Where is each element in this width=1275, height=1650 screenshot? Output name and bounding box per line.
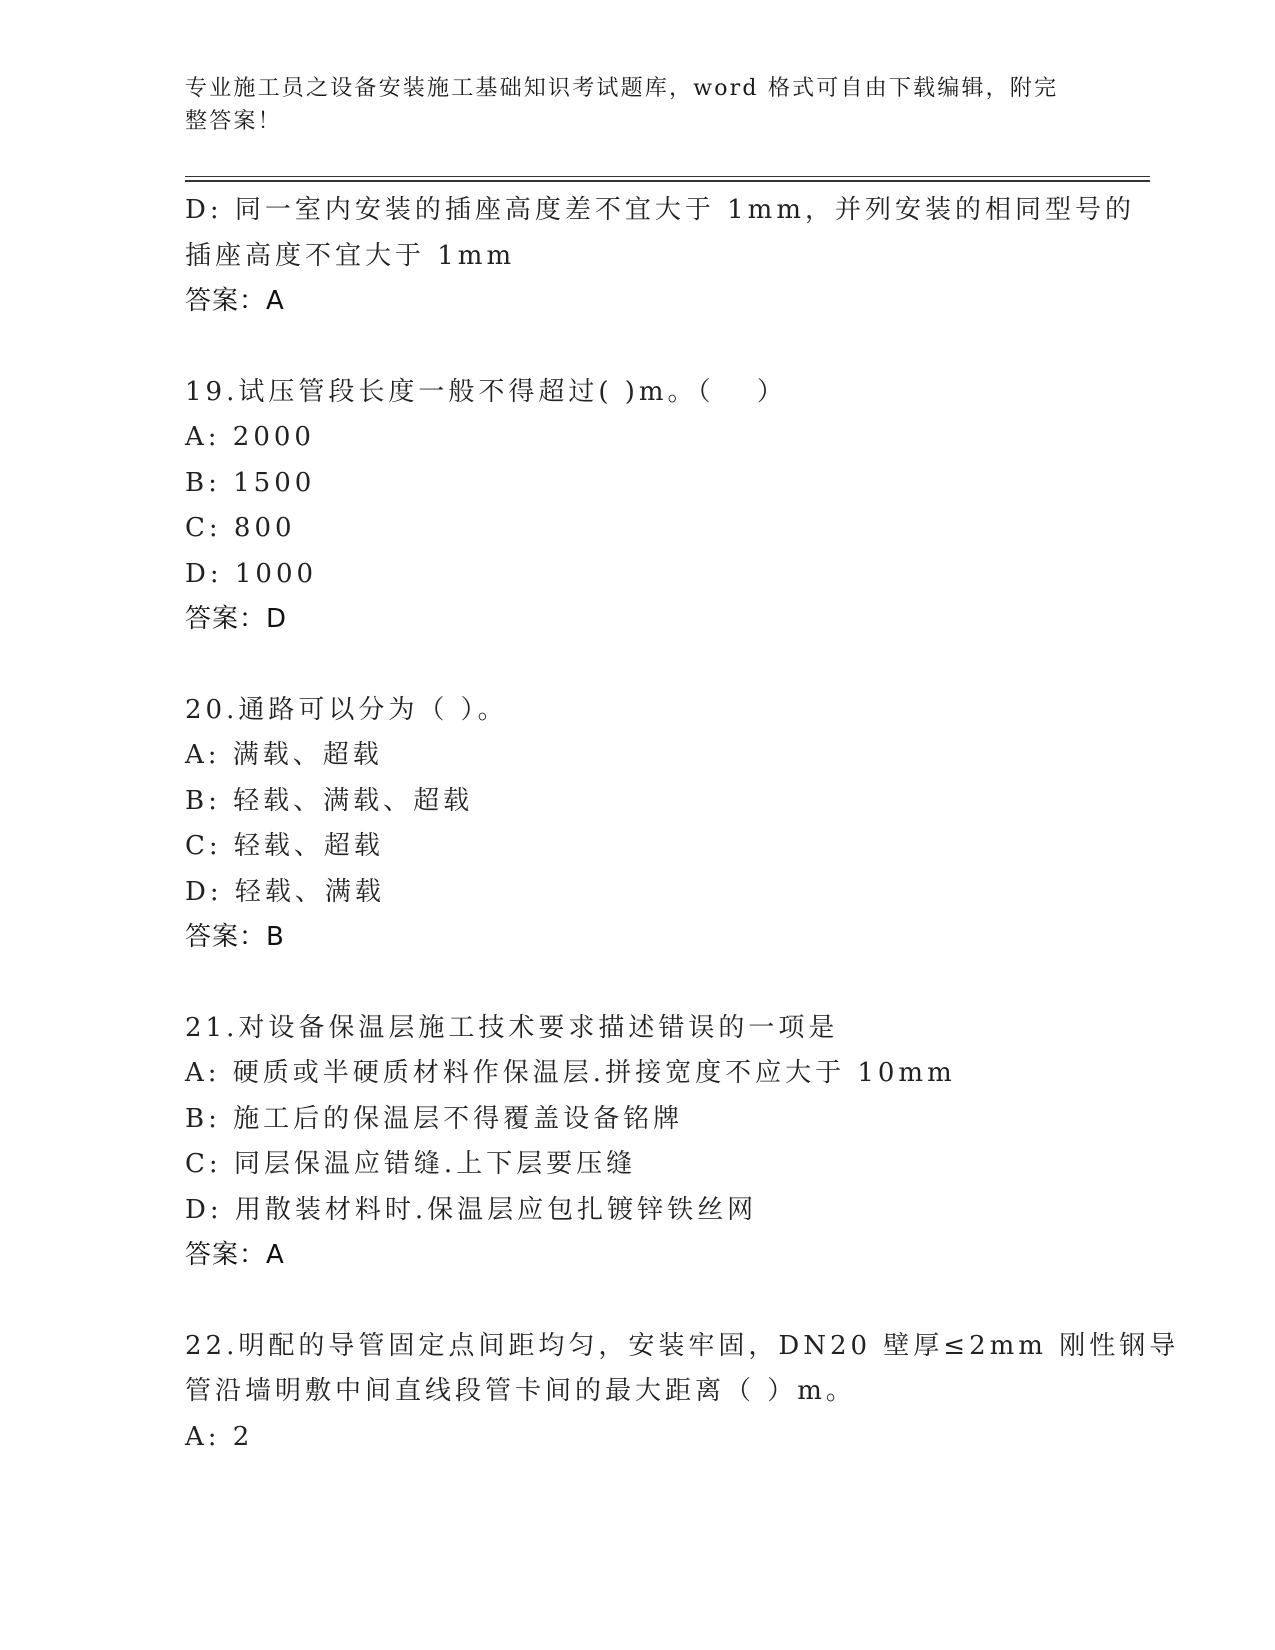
header-divider-thin xyxy=(185,176,1150,177)
answer-line: 答案：D xyxy=(185,604,288,634)
answer-line: 答案：A xyxy=(185,1240,285,1270)
option-b: B: 1500 xyxy=(185,467,316,498)
option-d: D: 1000 xyxy=(185,558,318,589)
question-stem: 20.通路可以分为（ ）。 xyxy=(185,694,508,725)
answer-line: 答案：B xyxy=(185,922,285,952)
option-a: A: 硬质或半硬质材料作保温层.拼接宽度不应大于 10mm xyxy=(185,1058,956,1088)
option-d: D: 用散装材料时.保温层应包扎镀锌铁丝网 xyxy=(185,1194,758,1225)
option-d: D: 同一室内安装的插座高度差不宜大于 1mm，并列安装的相同型号的 xyxy=(185,195,1135,225)
option-a: A: 2 xyxy=(185,1421,254,1452)
header-divider-thick xyxy=(185,180,1150,182)
answer-line: 答案：A xyxy=(185,286,285,316)
question-stem: 22.明配的导管固定点间距均匀，安装牢固，DN20 壁厚≤2mm 刚性钢导 xyxy=(185,1330,1180,1361)
header-line-2: 整答案！ xyxy=(185,109,282,134)
option-d-continued: 插座高度不宜大于 1mm xyxy=(185,240,516,271)
header-line-1: 专业施工员之设备安装施工基础知识考试题库，word 格式可自由下载编辑，附完 xyxy=(185,76,1059,101)
option-d: D: 轻载、满载 xyxy=(185,876,385,907)
document-header xyxy=(185,72,1065,138)
question-stem-continued: 管沿墙明敷中间直线段管卡间的最大距离（ ）m。 xyxy=(185,1376,856,1406)
question-list xyxy=(185,188,1180,1460)
question-19 xyxy=(185,370,1085,643)
option-b: B: 轻载、满载、超载 xyxy=(185,785,474,816)
question-stem: 19.试压管段长度一般不得超过( )m。（ ） xyxy=(185,376,787,407)
question-stem: 21.对设备保温层施工技术要求描述错误的一项是 xyxy=(185,1012,839,1043)
option-a: A: 满载、超载 xyxy=(185,740,383,770)
option-c: C: 轻载、超载 xyxy=(185,831,384,861)
question-22 xyxy=(185,1324,1180,1461)
question-20 xyxy=(185,688,1085,961)
option-b: B: 施工后的保温层不得覆盖设备铭牌 xyxy=(185,1103,684,1134)
option-c: C: 800 xyxy=(185,513,296,543)
question-18-tail xyxy=(185,188,1135,325)
option-a: A: 2000 xyxy=(185,422,315,452)
option-c: C: 同层保温应错缝.上下层要压缝 xyxy=(185,1149,637,1179)
question-21 xyxy=(185,1006,1085,1279)
